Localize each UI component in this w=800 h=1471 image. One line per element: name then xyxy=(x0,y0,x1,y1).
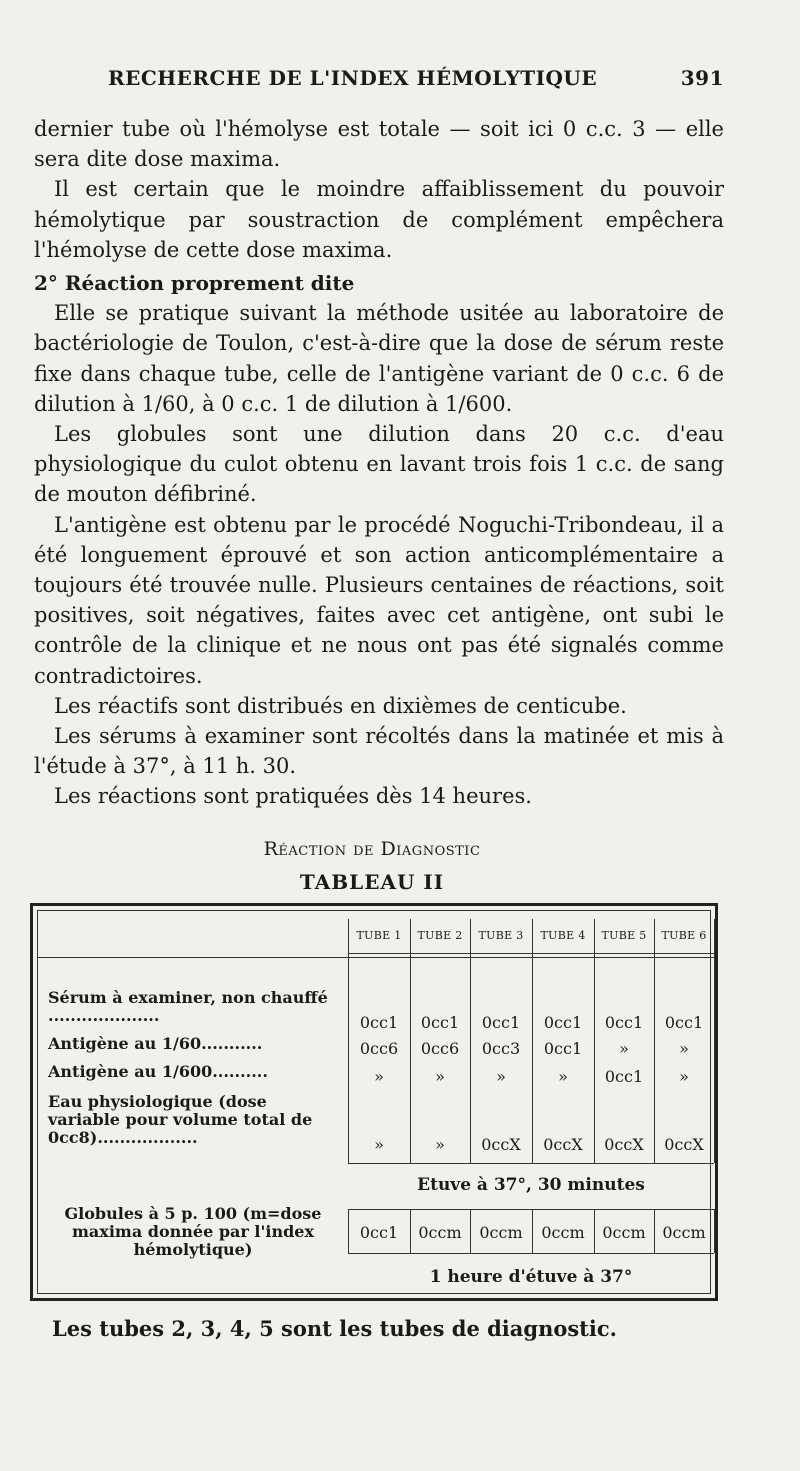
paragraph: Les réactions sont pratiquées dès 14 heures. xyxy=(54,784,532,809)
running-header xyxy=(108,66,724,90)
table-cell: 0cc6 xyxy=(359,1039,399,1058)
table-cell: 0ccm xyxy=(541,1223,585,1242)
table-rule xyxy=(348,1209,714,1210)
table-cell: 0ccm xyxy=(662,1223,706,1242)
section-title: 2° Réaction proprement dite xyxy=(34,271,355,295)
table-cell: » xyxy=(619,1039,629,1058)
column-header-tube-4: TUBE 4 xyxy=(540,929,586,942)
table-cell: » xyxy=(558,1067,568,1086)
row-label: Eau physiologique (dose variable pour volume total de 0cc8).................. xyxy=(48,1092,313,1147)
text-block-top xyxy=(34,114,724,265)
column-header-tube-2: TUBE 2 xyxy=(417,929,463,942)
paragraph: Elle se pratique suivant la méthode usitée au laboratoire de bactériologie de Toulon, c'est-à-dire que la dose de sérum reste fixe dans chaque tube, celle de l'antigène variant de 0 c.c. 6 de dilution à 1/60, à 0 c.c. 1 de dilution à 1/600. xyxy=(34,301,724,416)
table-header-rule xyxy=(348,953,714,954)
table-cell: » xyxy=(679,1039,689,1058)
table-cell: 0ccX xyxy=(604,1135,644,1154)
footer-text: Les tubes 2, 3, 4, 5 sont les tubes de diagnostic. xyxy=(52,1316,617,1341)
table-cell: 0cc1 xyxy=(543,1039,583,1058)
table-cell: 0cc1 xyxy=(481,1013,521,1032)
table-rule xyxy=(348,1253,714,1254)
table-rule xyxy=(348,1163,714,1164)
table-cell: » xyxy=(435,1067,445,1086)
paragraph: Les globules sont une dilution dans 20 c.c. d'eau physiologique du culot obtenu en lavant trois fois 1 c.c. de sang de mouton défibriné. xyxy=(34,422,724,507)
row-label: Antigène au 1/60........... xyxy=(48,1034,263,1053)
table-cell: 0cc1 xyxy=(420,1013,460,1032)
page-number: 391 xyxy=(680,66,724,90)
column-header-tube-6: TUBE 6 xyxy=(661,929,707,942)
column-header-tube-5: TUBE 5 xyxy=(601,929,647,942)
incubation-note: 1 heure d'étuve à 37° xyxy=(429,1267,633,1287)
table-header-rule xyxy=(38,957,714,958)
table-cell: 0cc1 xyxy=(604,1067,644,1086)
paragraph: Les réactifs sont distribués en dixièmes de centicube. xyxy=(54,693,627,718)
table-inner-frame xyxy=(37,910,711,1294)
table-cell: » xyxy=(374,1067,384,1086)
table-cell: 0cc6 xyxy=(420,1039,460,1058)
paragraph: dernier tube où l'hémolyse est totale — soit ici 0 c.c. 3 — elle sera dite dose maxima. xyxy=(34,117,724,172)
table-cell: 0cc1 xyxy=(359,1223,399,1242)
table-grid xyxy=(38,911,710,1293)
paragraph: Il est certain que le moindre affaiblissement du pouvoir hémolytique par soustraction de complément empêchera l'hémolyse de cette dose maxima. xyxy=(34,177,724,262)
text-block-main xyxy=(34,268,724,812)
paragraph: Les sérums à examiner sont récoltés dans la matinée et mis à l'étude à 37°, à 11 h. 30. xyxy=(34,724,724,779)
table-cell: 0cc1 xyxy=(604,1013,644,1032)
table-cell: 0ccX xyxy=(664,1135,704,1154)
globules-label: Globules à 5 p. 100 (m=dose maxima donnée par l'index hémolytique) xyxy=(64,1204,322,1259)
table-title: TABLEAU II xyxy=(299,870,445,894)
header-title: RECHERCHE DE L'INDEX HÉMOLYTIQUE xyxy=(108,66,598,90)
column-header-tube-3: TUBE 3 xyxy=(478,929,524,942)
paragraph: L'antigène est obtenu par le procédé Noguchi-Tribondeau, il a été longuement éprouvé et son action anticomplémentaire a toujours été trouvée nulle. Plusieurs centaines de réactions, soit positives, soit négatives, faites avec cet antigène, ont subi le contrôle de la clinique et ne nous ont pas été signalés comme contradictoires. xyxy=(34,512,724,688)
table-cell: 0ccm xyxy=(418,1223,462,1242)
table-column-rule xyxy=(714,919,715,1163)
table-cell: 0cc1 xyxy=(543,1013,583,1032)
row-label: Antigène au 1/600.......... xyxy=(48,1062,268,1081)
table-cell: 0ccX xyxy=(481,1135,521,1154)
table-column-rule xyxy=(714,1209,715,1253)
incubation-note: Etuve à 37°, 30 minutes xyxy=(417,1175,645,1195)
column-header-tube-1: TUBE 1 xyxy=(356,929,402,942)
table-cell: 0ccm xyxy=(479,1223,523,1242)
table-cell: » xyxy=(435,1135,445,1154)
table-cell: 0cc1 xyxy=(359,1013,399,1032)
table-cell: 0ccm xyxy=(602,1223,646,1242)
table-cell: 0cc1 xyxy=(664,1013,704,1032)
row-label: Sérum à examiner, non chauffé .................... xyxy=(48,988,328,1025)
reaction-table xyxy=(30,903,718,1301)
table-cell: » xyxy=(374,1135,384,1154)
table-cell: » xyxy=(496,1067,506,1086)
table-caption: Réaction de Diagnostic xyxy=(263,838,481,860)
table-cell: 0ccX xyxy=(543,1135,583,1154)
table-cell: 0cc3 xyxy=(481,1039,521,1058)
table-cell: » xyxy=(679,1067,689,1086)
